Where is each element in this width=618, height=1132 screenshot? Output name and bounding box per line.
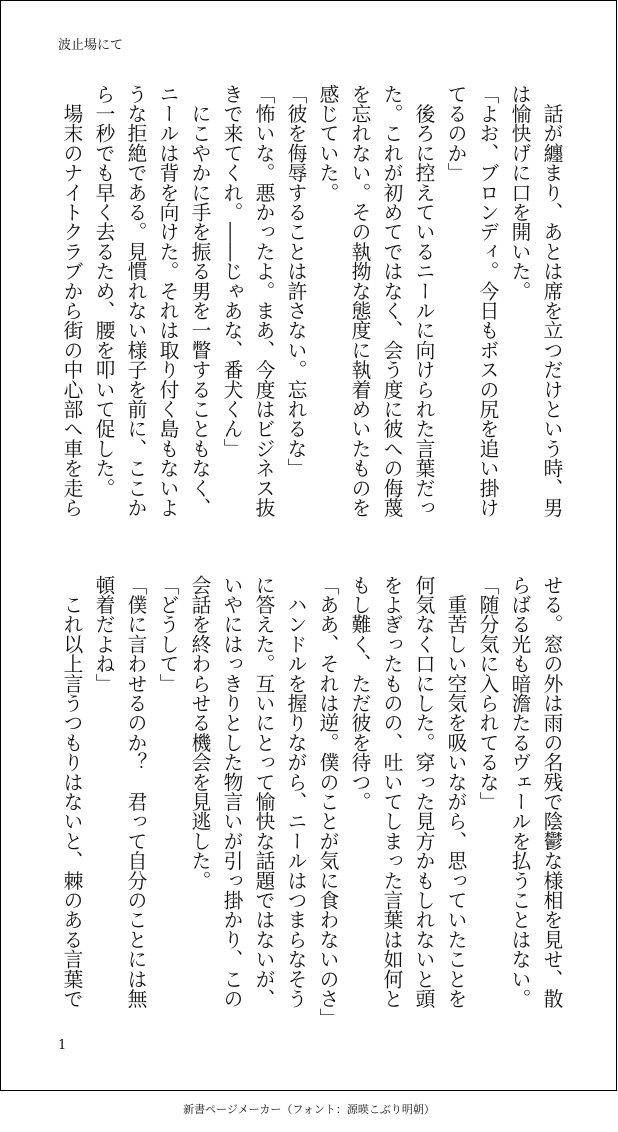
lower-text-line: これ以上言うつもりはないと、棘のある言葉で [60, 575, 83, 1009]
upper-text-line: 「怖いな。悪かったよ。まあ、今度はビジネス抜 [252, 84, 275, 518]
lower-text-line: 会話を終わらせる機会を見逃した。 [188, 575, 211, 891]
upper-text-block [55, 84, 567, 518]
upper-text-line: きで来てくれ。――じゃあな、番犬くん」 [220, 84, 243, 459]
lower-text-line: いやにはっきりとした物言いが引っ掛かり、この [220, 575, 243, 1009]
footer-caption: 新書ページメーカー（フォント：源暎こぶり明朝） [183, 1103, 435, 1116]
upper-text-line: にこやかに手を振る男を一瞥することもなく、 [188, 84, 211, 518]
lower-text-line: せる。窓の外は雨の名残で陰鬱な様相を見せ、散 [540, 575, 563, 1009]
page-number: 1 [58, 1038, 67, 1053]
upper-text-line: た。これが初めてではなく、会う度に彼への侮蔑 [380, 84, 403, 518]
lower-text-line: 「僕に言わせるのか？ 君って自分のことには無 [124, 575, 147, 1009]
upper-text-line: てるのか」 [444, 84, 467, 183]
upper-text-line: 感じていた。 [316, 84, 339, 203]
upper-text-line: ニールは背を向けた。それは取り付く島もないよ [156, 84, 179, 518]
lower-text-line: ハンドルを握りながら、ニールはつまらなそう [284, 575, 307, 1009]
lower-text-line: をよぎったものの、吐いてしまった言葉は如何と [380, 575, 403, 1009]
lower-text-line: らばる光も暗澹たるヴェールを払うことはない。 [508, 575, 531, 1009]
upper-text-line: 話が纏まり、あとは席を立つだけという時、男 [540, 84, 563, 518]
upper-text-line: を忘れない。その執拗な態度に執着めいたものを [348, 84, 371, 518]
lower-text-block [55, 575, 567, 1029]
lower-text-line: 「ああ、それは逆。僕のことが気に食わないのさ」 [316, 575, 339, 1029]
lower-text-line: 何気なく口にした。穿った見方かもしれないと頭 [412, 575, 435, 1009]
upper-text-line: 場末のナイトクラブから街の中心部へ車を走ら [60, 84, 83, 518]
upper-text-line: ら一秒でも早く去るため、腰を叩いて促した。 [92, 84, 115, 498]
lower-text-line: に答えた。互いにとって愉快な話題ではないが、 [252, 575, 275, 1009]
upper-text-line: 後ろに控えているニールに向けられた言葉だっ [412, 84, 435, 518]
lower-text-line: もし難く、ただ彼を待つ。 [348, 575, 371, 812]
upper-text-line: うな拒絶である。見慣れない様子を前に、ここか [124, 84, 147, 518]
lower-text-line: 頓着だよね」 [92, 575, 115, 694]
lower-text-line: 「どうして」 [156, 575, 179, 694]
running-head: 波止場にて [58, 38, 124, 53]
upper-text-line: 「よお、ブロンディ。今日もボスの尻を追い掛け [476, 84, 499, 518]
upper-text-line: 「彼を侮辱することは許さない。忘れるな」 [284, 84, 307, 478]
lower-text-line: 「随分気に入られてるな」 [476, 575, 499, 812]
upper-text-line: は愉快げに口を開いた。 [508, 84, 531, 301]
lower-text-line: 重苦しい空気を吸いながら、思っていたことを [444, 575, 467, 1009]
